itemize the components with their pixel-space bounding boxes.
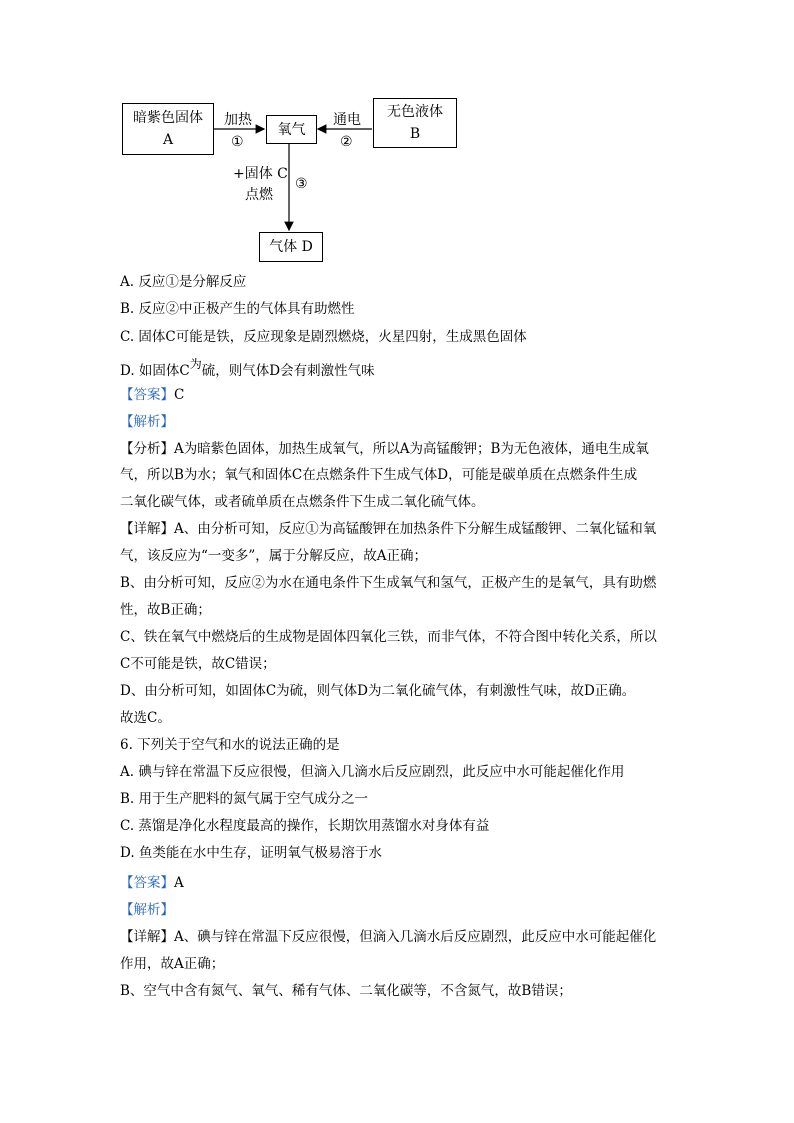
- arrow2-number: ②: [340, 134, 353, 150]
- xiangjie-line-b1: B、由分析可知，反应②为水在通电条件下生成氧气和氢气，正极产生的是氧气，具有助燃: [120, 575, 657, 591]
- box-liquid-b: [373, 98, 457, 148]
- arrow2-label: 通电: [333, 112, 361, 128]
- fenxi-line-2: 气，所以B为水；氧气和固体C在点燃条件下生成气体D，可能是碳单质在点燃条件生成: [120, 467, 638, 483]
- answer-value: C: [174, 387, 185, 403]
- q6-option-d: D. 鱼类能在水中生存，证明氧气极易溶于水: [120, 845, 382, 861]
- box-oxygen: [266, 115, 317, 144]
- box-gas-d: [259, 232, 323, 262]
- q6-option-c: C. 蒸馏是净化水程度最高的操作，长期饮用蒸馏水对身体有益: [120, 818, 490, 834]
- box-b-line2: B: [409, 126, 421, 142]
- answer2-line: [120, 873, 184, 893]
- xiangjie2-text-a1: A、碘与锌在常温下反应很慢，但滴入几滴水后反应剧烈，此反应中水可能起催化: [174, 929, 657, 945]
- fenxi-line-1: [120, 439, 649, 459]
- option-d-pre: D. 如固体C: [120, 363, 190, 379]
- box-oxygen-label: 氧气: [277, 121, 306, 138]
- xiangjie2-line-a2: 作用，故A正确；: [120, 956, 225, 972]
- xiangjie-line-a2: 气，该反应为“一变多”，属于分解反应，故A正确；: [120, 548, 428, 564]
- option-d-post: 硫，则气体D会有刺激性气味: [201, 363, 375, 379]
- xiangjie-line-b2: 性，故B正确；: [120, 602, 211, 618]
- xiangjie-line-c1: C、铁在氧气中燃烧后的生成物是固体四氧化三铁，而非气体，不符合图中转化关系，所以: [120, 629, 657, 645]
- xiangjie-line-a1: [120, 519, 656, 539]
- option-b: B. 反应②中正极产生的气体具有助燃性: [120, 301, 355, 317]
- box-a-line2: A: [162, 132, 174, 148]
- answer2-value: A: [174, 875, 184, 891]
- analysis2-tag: 【解析】: [120, 902, 174, 918]
- xiangjie-end: 故选C。: [120, 710, 171, 726]
- arrow1-number: ①: [231, 134, 244, 150]
- question-6: 6. 下列关于空气和水的说法正确的是: [120, 737, 340, 753]
- xiangjie-line-d1: D、由分析可知，如固体C为硫，则气体D为二氧化硫气体，有刺激性气味，故D正确。: [120, 683, 636, 699]
- answer-tag: 【答案】: [120, 387, 174, 403]
- option-a: A. 反应①是分解反应: [120, 274, 247, 290]
- fenxi-tag: 【分析】: [120, 441, 174, 457]
- answer-line: [120, 385, 184, 405]
- option-d: [120, 357, 375, 381]
- analysis-tag: 【解析】: [120, 414, 174, 430]
- box-d-label: 气体 D: [269, 239, 313, 255]
- xiangjie2-line-a1: [120, 927, 656, 947]
- box-a-line1: 暗紫色固体: [133, 110, 203, 126]
- arrow3-label-2: 点燃: [245, 187, 273, 203]
- arrow3-number: ③: [295, 176, 308, 192]
- q6-option-b: B. 用于生产肥料的氮气属于空气成分之一: [120, 791, 369, 807]
- fenxi-line-3: 二氧化碳气体，或者硫单质在点燃条件下生成二氧化硫气体。: [120, 494, 485, 510]
- xiangjie-text-a1: A、由分析可知，反应①为高锰酸钾在加热条件下分解生成锰酸钾、二氧化锰和氧: [174, 521, 657, 537]
- xiangjie-tag: 【详解】: [120, 521, 174, 537]
- answer2-tag: 【答案】: [120, 875, 174, 891]
- arrow1-label: 加热: [224, 112, 252, 128]
- flow-diagram: [0, 0, 794, 270]
- xiangjie2-line-b1: B、空气中含有氮气、氧气、稀有气体、二氧化碳等，不含氮气，故B错误；: [120, 983, 572, 999]
- xiangjie2-tag: 【详解】: [120, 929, 174, 945]
- arrow3-label-1: +固体 C: [233, 166, 288, 182]
- option-c: C. 固体C可能是铁，反应现象是剧烈燃烧，火星四射，生成黑色固体: [120, 329, 527, 345]
- box-b-line1: 无色液体: [387, 104, 443, 120]
- q6-option-a: A. 碘与锌在常温下反应很慢，但滴入几滴水后反应剧烈，此反应中水可能起催化作用: [120, 764, 625, 780]
- option-d-sup: 为: [189, 357, 202, 371]
- xiangjie-line-c2: C不可能是铁，故C错误；: [120, 656, 276, 672]
- box-solid-a: [122, 103, 214, 155]
- fenxi-text-1: A为暗紫色固体，加热生成氧气，所以A为高锰酸钾；B为无色液体，通电生成氧: [174, 441, 649, 457]
